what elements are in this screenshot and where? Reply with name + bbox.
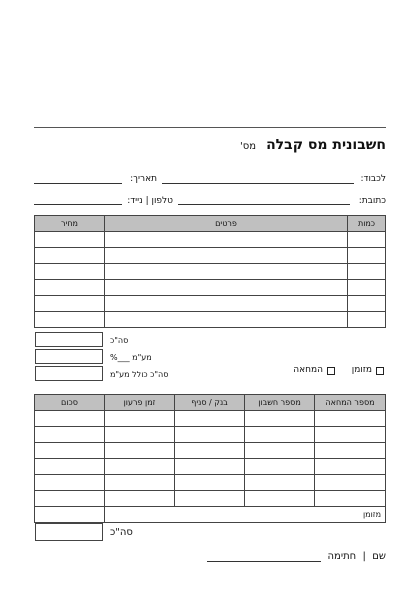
- payments-table: [34, 394, 386, 523]
- table-row: [35, 443, 386, 459]
- vat-box[interactable]: [35, 349, 103, 364]
- to-label: לכבוד:: [360, 174, 386, 184]
- cash-amount-cell[interactable]: [35, 507, 105, 523]
- col-bank-branch: בנק / סניף: [175, 395, 245, 411]
- subtotal-box[interactable]: [35, 332, 103, 347]
- col-price: מחיר: [35, 216, 105, 232]
- subtotal-label: סה"כ: [110, 336, 129, 345]
- name-signature-field[interactable]: [207, 561, 321, 562]
- total-incl-vat-label: סה"כ כולל מע"מ: [110, 370, 169, 379]
- table-row: [35, 296, 386, 312]
- table-row: [35, 280, 386, 296]
- col-account-number: מספר חשבון: [245, 395, 315, 411]
- address-field[interactable]: [178, 204, 350, 205]
- to-field[interactable]: [162, 183, 354, 184]
- table-row: [35, 264, 386, 280]
- top-divider: [34, 127, 386, 128]
- cash-checkbox[interactable]: [376, 367, 384, 375]
- table-row: [35, 459, 386, 475]
- col-details: פרטים: [105, 216, 348, 232]
- grand-total-box[interactable]: [35, 523, 103, 541]
- col-quantity: כמות: [348, 216, 386, 232]
- date-label: תאריך:: [130, 174, 157, 184]
- cash-row: [35, 507, 386, 523]
- vat-label: מע"מ ___%: [110, 353, 152, 362]
- page-title: חשבונית מס קבלה: [266, 137, 386, 153]
- phone-field[interactable]: [34, 204, 122, 205]
- table-row: [35, 232, 386, 248]
- col-amount: סכום: [35, 395, 105, 411]
- address-label: כתובת:: [358, 196, 386, 206]
- cash-label: מזומן: [351, 365, 372, 375]
- total-incl-vat-box[interactable]: [35, 366, 103, 381]
- table-row: [35, 427, 386, 443]
- name-signature-label: שם | חתימה: [327, 551, 386, 562]
- col-check-number: מספר המחאה: [315, 395, 386, 411]
- grand-total-label: סה"כ: [110, 527, 133, 538]
- table-row: [35, 312, 386, 328]
- table-row: [35, 491, 386, 507]
- cash-row-label: מזומן: [105, 507, 386, 523]
- items-table: [34, 215, 386, 328]
- col-due-date: זמן פרעון: [105, 395, 175, 411]
- table-row: [35, 475, 386, 491]
- invoice-number-label: מס': [239, 141, 256, 152]
- check-checkbox[interactable]: [327, 367, 335, 375]
- phone-label: טלפון | נייד:: [127, 196, 173, 206]
- check-label: המחאה: [293, 365, 323, 375]
- table-row: [35, 411, 386, 427]
- date-field[interactable]: [34, 183, 122, 184]
- table-row: [35, 248, 386, 264]
